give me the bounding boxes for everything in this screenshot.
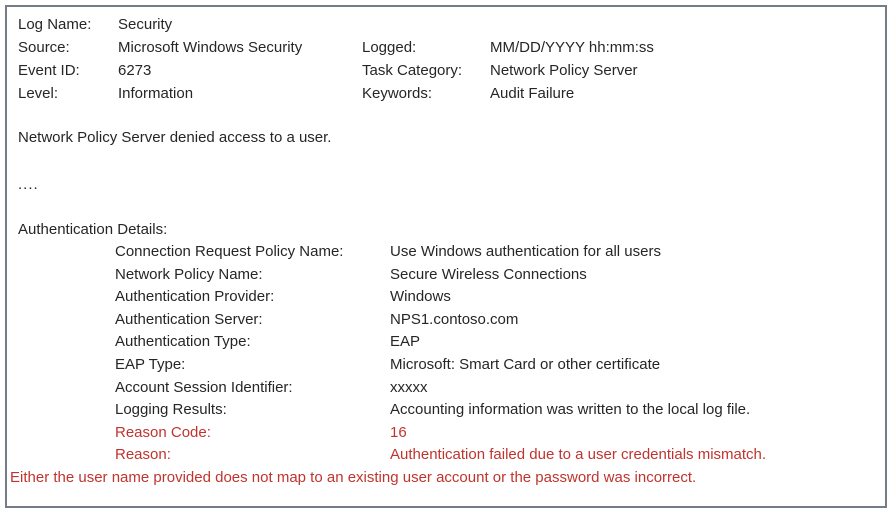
field-value-level: Information [118, 85, 194, 102]
auth-details-heading: Authentication Details: [18, 221, 168, 238]
field-value-logged: MM/DD/YYYY hh:mm:ss [490, 39, 654, 56]
detail-value: Windows [390, 288, 451, 306]
detail-label: Network Policy Name: [115, 265, 263, 283]
detail-value: 16 [390, 423, 407, 441]
auth-details-list [115, 241, 877, 467]
detail-row-reason-code [115, 422, 877, 445]
detail-value: Accounting information was written to the local log file. [390, 401, 751, 419]
field-value-log-name: Security [118, 16, 173, 33]
field-value-source: Microsoft Windows Security [118, 39, 303, 56]
detail-row-reason [115, 444, 877, 467]
detail-row-account-session-identifier [115, 377, 877, 400]
detail-row-authentication-server [115, 309, 877, 332]
detail-label: Account Session Identifier: [115, 378, 293, 396]
detail-row-authentication-provider [115, 286, 877, 309]
detail-value: Use Windows authentication for all users [390, 243, 661, 260]
field-label-level: Level: [18, 85, 59, 102]
detail-label: Reason: [115, 446, 171, 464]
detail-value: xxxxx [390, 378, 428, 396]
field-label-keywords: Keywords: [362, 85, 433, 102]
detail-label: Reason Code: [115, 423, 211, 441]
field-value-keywords: Audit Failure [490, 85, 575, 102]
detail-row-authentication-type [115, 331, 877, 354]
field-label-event-id: Event ID: [18, 62, 80, 79]
error-explanation-text: Either the user name provided does not map to an existing user account or the password was incorrect. [10, 468, 697, 486]
detail-row-connection-request-policy [115, 241, 877, 264]
event-detail-panel [5, 5, 887, 508]
field-value-task-category: Network Policy Server [490, 62, 638, 79]
field-value-event-id: 6273 [118, 62, 152, 79]
field-label-log-name: Log Name: [18, 16, 92, 33]
header-spacer [490, 13, 877, 36]
detail-label: Authentication Type: [115, 333, 251, 351]
field-label-task-category: Task Category: [362, 62, 463, 79]
event-header [18, 13, 877, 105]
detail-value: Secure Wireless Connections [390, 265, 587, 283]
detail-value: EAP [390, 333, 421, 351]
detail-label: EAP Type: [115, 355, 186, 373]
header-spacer [362, 13, 490, 36]
event-description: Network Policy Server denied access to a user. [18, 129, 332, 146]
ellipsis-text: .... [18, 176, 39, 193]
field-label-source: Source: [18, 39, 70, 56]
detail-label: Authentication Server: [115, 310, 263, 328]
detail-value: Authentication failed due to a user credentials mismatch. [390, 446, 767, 464]
detail-row-network-policy-name [115, 264, 877, 287]
detail-value: Microsoft: Smart Card or other certificate [390, 355, 661, 373]
detail-value: NPS1.contoso.com [390, 310, 519, 328]
detail-label: Logging Results: [115, 401, 227, 419]
detail-label: Connection Request Policy Name: [115, 243, 344, 260]
detail-row-logging-results [115, 399, 877, 422]
field-label-logged: Logged: [362, 39, 417, 56]
detail-label: Authentication Provider: [115, 288, 275, 306]
detail-row-eap-type [115, 354, 877, 377]
